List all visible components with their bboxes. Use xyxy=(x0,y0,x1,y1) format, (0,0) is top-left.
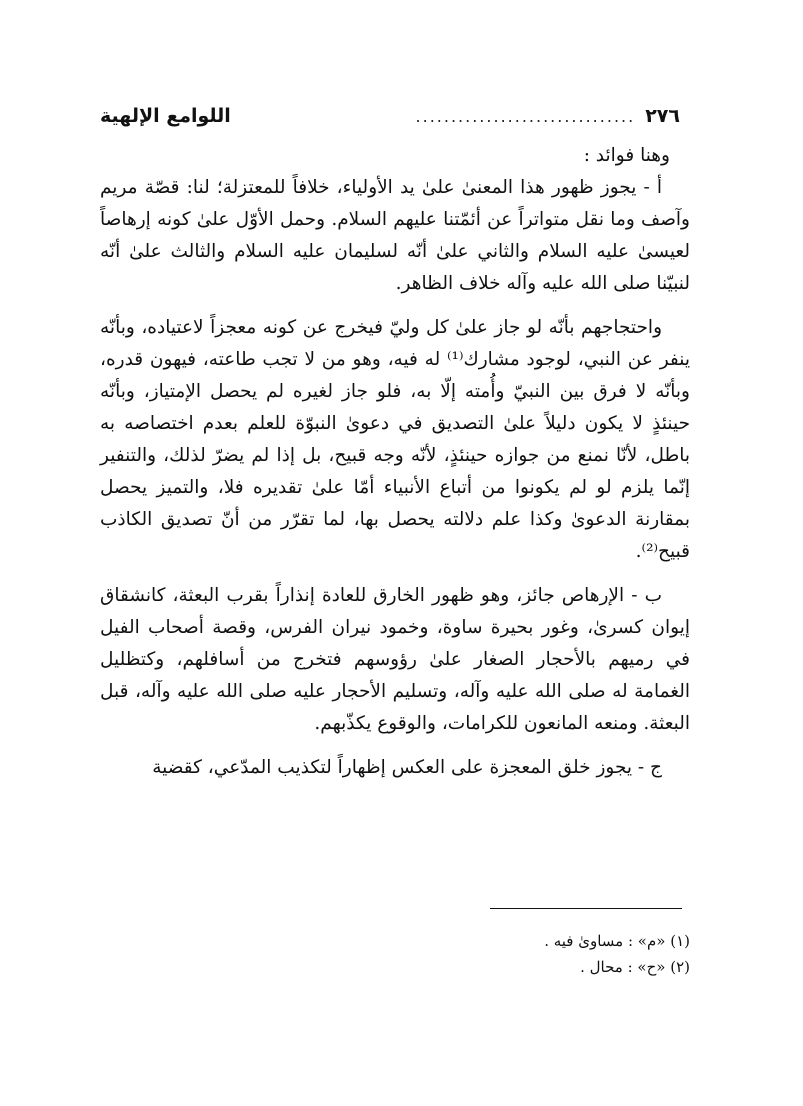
running-header xyxy=(100,96,680,136)
page-number: ٢٧٦ xyxy=(645,105,680,127)
book-title: اللوامع الإلهية xyxy=(100,105,231,127)
paragraph-alif: أ - يجوز ظهور هذا المعنىٰ علىٰ يد الأولياء، خلافاً للمعتزلة؛ لنا: قصّة مريم وآصف وما نقل متواتراً عن أئمّتنا عليهم السلام. وحمل الأوّل علىٰ كونه إرهاصاً لعيسىٰ عليه السلام والثاني علىٰ أنّه لسليمان عليه السلام والثالث علىٰ أنّه لنبيّنا صلى الله عليه وآله خلاف الظاهر. xyxy=(100,177,690,294)
footnote-divider xyxy=(490,908,682,909)
main-text xyxy=(100,140,690,784)
paragraph-argument: واحتجاجهم بأنّه لو جاز علىٰ كل وليّ فيخرج عن كونه معجزاً لاعتياده، وبأنّه ينفر عن النبي، لوجود مشارك⁽¹⁾ له فيه، وهو من لا تجب طاعته، فيهون قدره، وبأنّه لا فرق بين النبيّ وأُمته إلّا به، فلو جاز لغيره لم يحصل الإمتياز، وبأنّه حينئذٍ لا يكون دليلاً علىٰ التصديق في دعوىٰ النبوّة للعلم بعدم اختصاصه به باطل، لأنّا نمنع من جوازه حينئذٍ، لأنّه وجه قبيح، بل إذا لم يضرّ لذلك، والتنفير إنّما يلزم لو لم يكونوا من أتباع الأنبياء أمّا علىٰ تقديره فلا، والتميز يحصل بمقارنة الدعوىٰ وكذا علم دلالته يحصل بها، لما تقرّر من أنّ تصديق الكاذب قبيح⁽²⁾. xyxy=(100,317,690,562)
footnote-2: (٢) «ح» : محال . xyxy=(580,958,690,976)
paragraph-jim: ج - يجوز خلق المعجزة على العكس إظهاراً لتكذيب المدّعي، كقضية xyxy=(152,757,662,778)
paragraph-ba: ب - الإرهاص جائز، وهو ظهور الخارق للعادة إنذاراً بقرب البعثة، كانشقاق إيوان كسرىٰ، وغور بحيرة ساوة، وخمود نيران الفرس، وقصة أصحاب الفيل في رميهم بالأحجار الصغار علىٰ رؤوسهم فتخرج من أسافلهم، وكتظليل الغمامة له صلى الله عليه وآله، وتسليم الأحجار عليه صلى الله عليه وآله، قبل البعثة. ومنعه المانعون للكرامات، والوقوع يكذّبهم. xyxy=(100,585,690,734)
footnotes xyxy=(300,928,690,980)
footnote-1: (١) «م» : مساوىٰ فيه . xyxy=(544,932,690,950)
paragraph-intro: وهنا فوائد : xyxy=(583,145,670,166)
header-leader-dots: ............................... xyxy=(415,106,636,126)
